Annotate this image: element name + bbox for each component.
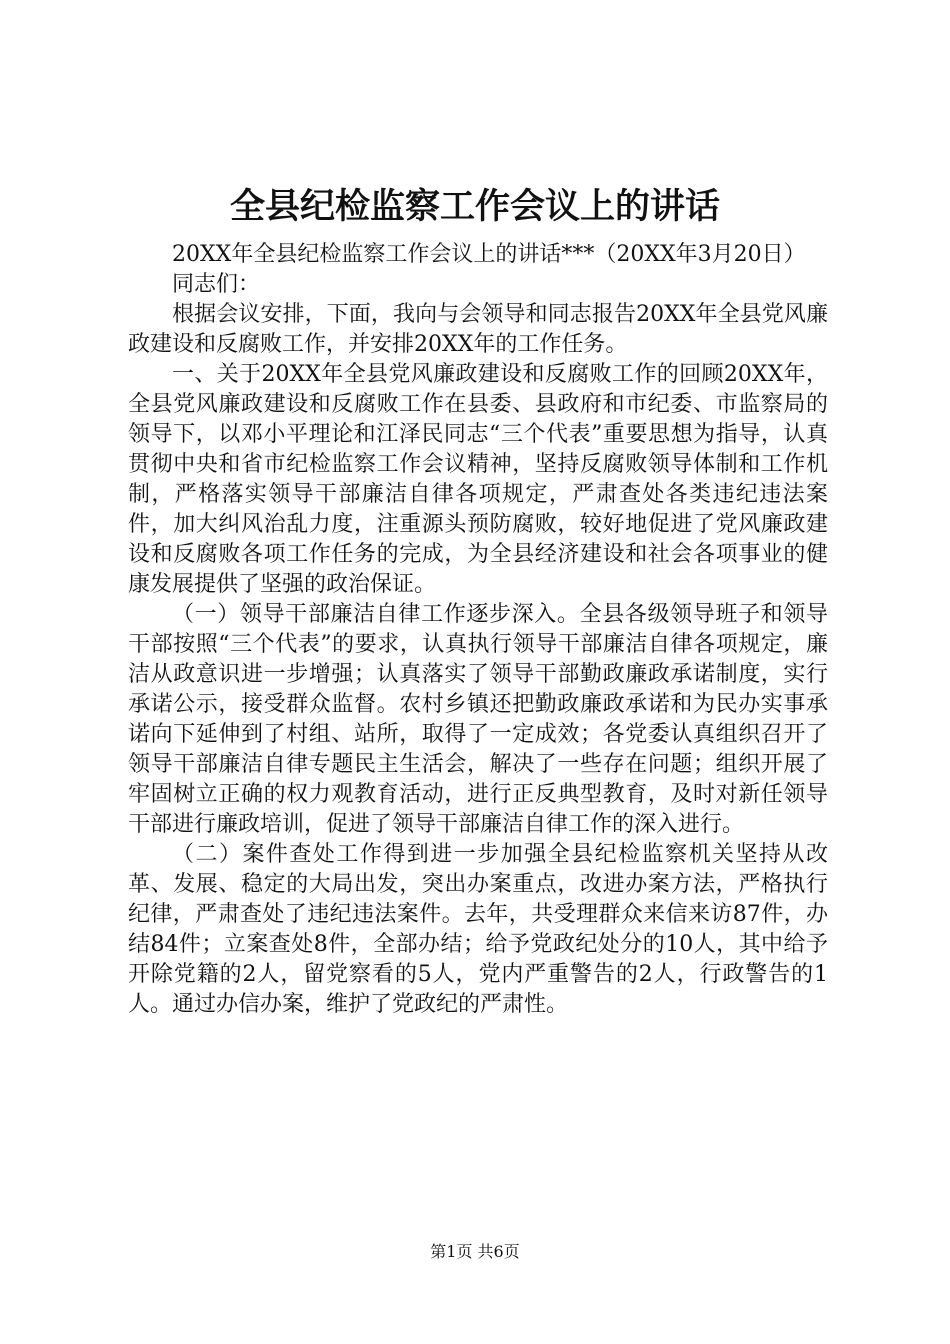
speech-heading-paragraph: 20XX年全县纪检监察工作会议上的讲话***（20XX年3月20日）: [172, 242, 806, 267]
page-number-footer: 第1页 共6页: [430, 1242, 520, 1261]
case-handling-paragraph: （二）案件查处工作得到进一步加强全县纪检监察机关坚持从改革、发展、稳定的大局出发，突出办案重点，改进办案方法，严格执行纪律，严肃查处了违纪违法案件。去年，共受理群众来信来访87件，办结84件；立案查处8件，全部办结；给予党政纪处分的10人，其中给予开除党籍的2人，留党察看的5人，党内严重警告的2人，行政警告的1人。通过办信办案，维护了党政纪的严肃性。: [128, 842, 828, 1017]
document-title: 全县纪检监察工作会议上的讲话: [229, 186, 720, 227]
review-paragraph: 一、关于20XX年全县党风廉政建设和反腐败工作的回顾20XX年，全县党风廉政建设和反腐败工作在县委、县政府和市纪委、市监察局的领导下，以邓小平理论和江泽民同志“三个代表”重要思想为指导，认真贯彻中央和省市纪检监察工作会议精神，坚持反腐败领导体制和工作机制，严格落实领导干部廉洁自律各项规定，严肃查处各类违纪违法案件，加大纠风治乱力度，注重源头预防腐败，较好地促进了党风廉政建设和反腐败各项工作任务的完成，为全县经济建设和社会各项事业的健康发展提供了坚强的政治保证。: [128, 362, 828, 597]
intro-paragraph: 根据会议安排，下面，我向与会领导和同志报告20XX年全县党风廉政建设和反腐败工作，并安排20XX年的工作任务。: [128, 302, 828, 357]
document-body: [128, 240, 828, 1020]
self-discipline-paragraph: （一）领导干部廉洁自律工作逐步深入。全县各级领导班子和领导干部按照“三个代表”的要求，认真执行领导干部廉洁自律各项规定，廉洁从政意识进一步增强；认真落实了领导干部勤政廉政承诺制度，实行承诺公示，接受群众监督。农村乡镇还把勤政廉政承诺和为民办实事承诺向下延伸到了村组、站所，取得了一定成效；各党委认真组织召开了领导干部廉洁自律专题民主生活会，解决了一些存在问题；组织开展了牢固树立正确的权力观教育活动，进行正反典型教育，及时对新任领导干部进行廉政培训，促进了领导干部廉洁自律工作的深入进行。: [128, 602, 828, 837]
salutation-paragraph: 同志们：: [172, 272, 261, 297]
